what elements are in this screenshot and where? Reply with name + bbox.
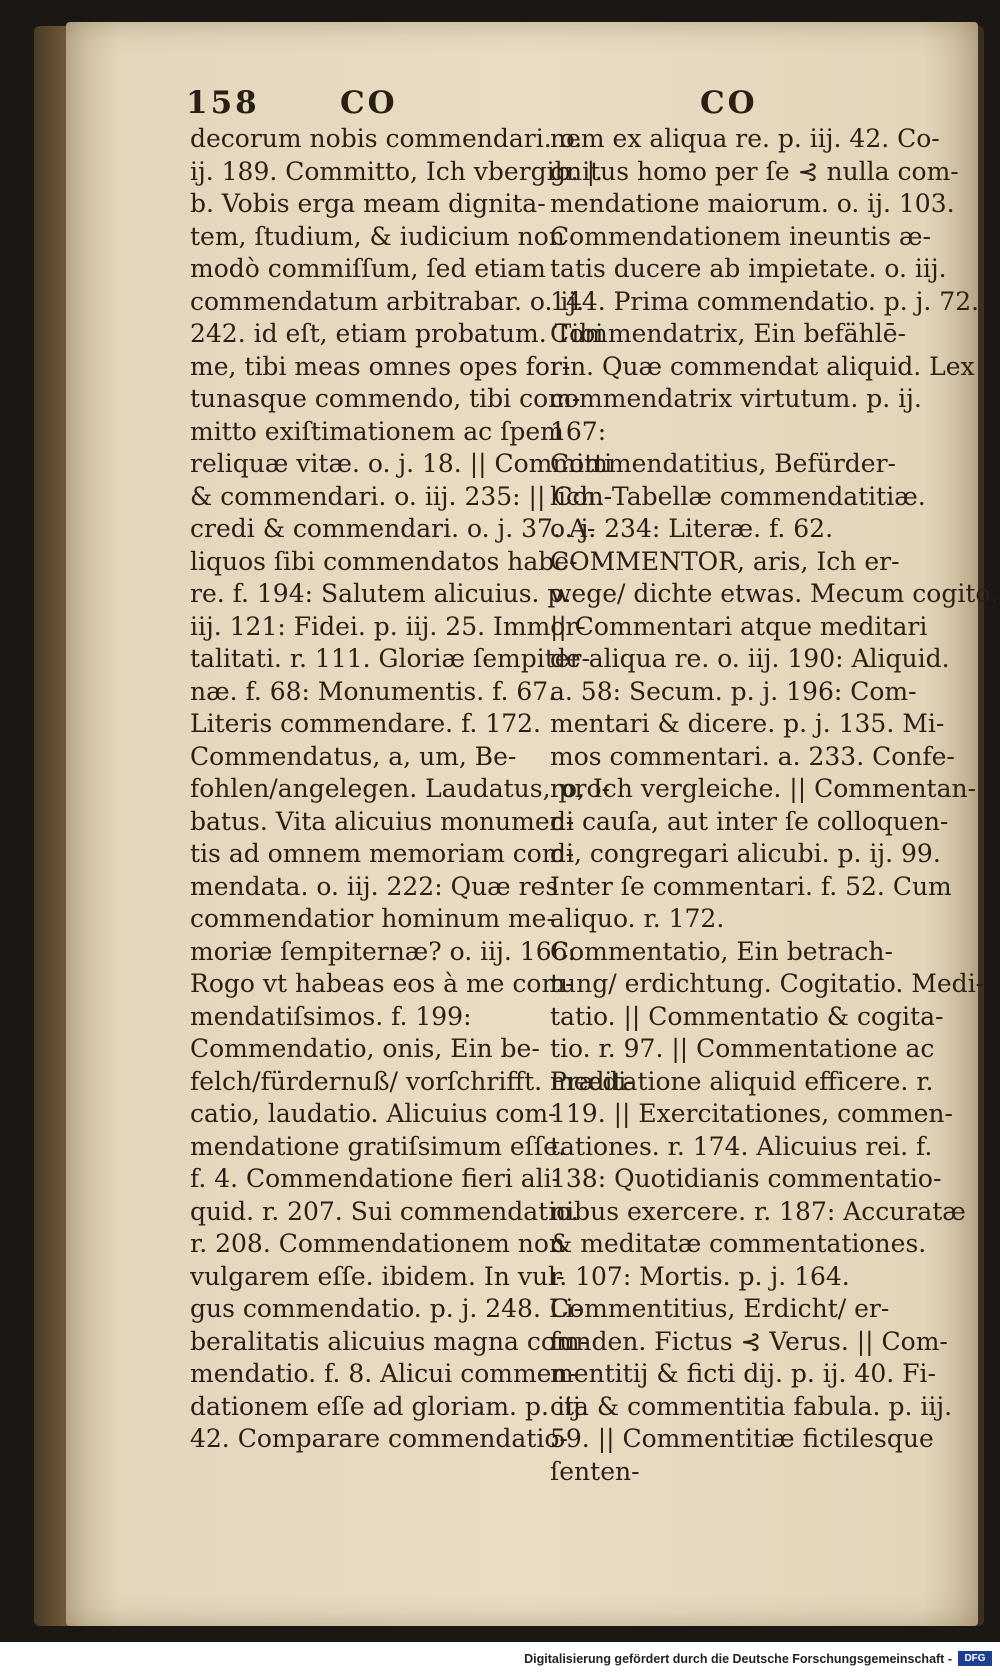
text-line: moriæ ſempiternæ? o. iij. 166: xyxy=(190,936,576,966)
text-line: Commendatrix, Ein befählē- xyxy=(550,319,906,348)
text-line: cta & commentitia fabula. p. iij. xyxy=(550,1391,953,1421)
page-number: 158 xyxy=(186,85,260,121)
text-line: liquos ſibi commendatos habe- xyxy=(190,546,578,576)
text-line: 119. || Exercitationes, commen- xyxy=(550,1099,953,1128)
text-line: mentari & dicere. p. j. 135. Mi- xyxy=(550,709,945,738)
text-line: Commendationem ineuntis æ- xyxy=(550,221,931,251)
text-line: mendatio. f. 8. Alicui commen- xyxy=(190,1359,577,1388)
text-line: 242. id eſt, etiam probatum. Tibi xyxy=(190,319,604,348)
text-line: quid. r. 207. Sui commendatio. xyxy=(190,1196,579,1226)
text-line: ro, Ich vergleiche. || Commentan- xyxy=(550,774,977,803)
text-line: vulgarem eſſe. ibidem. In vul- xyxy=(190,1261,565,1291)
text-line: nibus exercere. r. 187: Accuratæ xyxy=(550,1196,966,1226)
text-line: mendatione maiorum. o. ij. 103. xyxy=(550,189,955,218)
text-line: ſenten- xyxy=(550,1456,640,1486)
footer-bar xyxy=(0,1642,1000,1676)
text-line: mentitij & ficti dij. p. ij. 40. Fi- xyxy=(550,1359,936,1388)
text-line: tis ad omnem memoriam com- xyxy=(190,839,574,868)
text-line: tationes. r. 174. Alicuius rei. f. xyxy=(550,1131,933,1161)
text-line: commendatum arbitrabar. o. ij. xyxy=(190,286,585,316)
text-line: r. 208. Commendationem non xyxy=(190,1229,565,1258)
text-line: lich. Tabellæ commendatitiæ. xyxy=(550,481,926,511)
text-line: decorum nobis commendari. o. xyxy=(190,124,583,153)
text-line: & commendari. o. iij. 235: || Con- xyxy=(190,481,613,511)
dfg-logo: DFG xyxy=(958,1651,992,1666)
text-line: Commendatio, onis, Ein be- xyxy=(190,1034,540,1063)
text-line: modò commiſſum, ſed etiam xyxy=(190,254,546,283)
text-line: Commendatitius, Befürder- xyxy=(550,449,896,478)
text-line: dationem eſſe ad gloriam. p. iij. xyxy=(190,1391,589,1421)
text-line: rin. Quæ commendat aliquid. Lex xyxy=(550,351,975,381)
text-line: di cauſa, aut inter ſe colloquen- xyxy=(550,806,949,836)
text-line: r. 107: Mortis. p. j. 164. xyxy=(550,1261,850,1291)
text-line: fohlen/angelegen. Laudatus, pro- xyxy=(190,774,610,803)
text-line: Commentitius, Erdicht/ er- xyxy=(550,1294,890,1323)
text-line: & meditatæ commentationes. xyxy=(550,1229,927,1258)
text-line: mitto exiſtimationem ac ſpem xyxy=(190,416,564,446)
text-line: Literis commendare. f. 172. xyxy=(190,709,541,738)
text-line: felch/fürdernuß/ vorſchrifft. Prædi- xyxy=(190,1066,635,1096)
text-line: reliquæ vitæ. o. j. 18. || Committi xyxy=(190,449,613,478)
text-line: mendata. o. iij. 222: Quæ res xyxy=(190,871,559,901)
text-line: a. 58: Secum. p. j. 196: Com- xyxy=(550,676,917,706)
text-line: commendatrix virtutum. p. ij. xyxy=(550,384,922,413)
text-line: b. Vobis erga meam dignita- xyxy=(190,189,546,218)
text-line: funden. Fictus ⊰ Verus. || Com- xyxy=(550,1326,948,1356)
text-line: credi & commendari. o. j. 37. A- xyxy=(190,514,596,543)
text-line: iij. 121: Fidei. p. iij. 25. Immor- xyxy=(190,611,586,641)
text-line: gus commendatio. p. j. 248. Li- xyxy=(190,1294,582,1323)
text-line: ij. 189. Committo, Ich vbergib. |. xyxy=(190,156,603,186)
text-line: Commendatus, a, um, Be- xyxy=(190,741,517,771)
text-line: tem, ſtudium, & iudicium non xyxy=(190,221,565,251)
running-head-left: CO xyxy=(340,85,398,121)
running-head-right: CO xyxy=(700,85,758,121)
text-line: 138: Quotidianis commentatio- xyxy=(550,1164,942,1193)
text-line: me, tibi meas omnes opes for- xyxy=(190,351,571,381)
text-line: batus. Vita alicuius monumen- xyxy=(190,806,575,836)
text-line: 59. || Commentitiæ fictilesque xyxy=(550,1424,934,1453)
text-line: Rogo vt habeas eos à me com- xyxy=(190,969,574,998)
text-line: gnitus homo per ſe ⊰ nulla com- xyxy=(550,156,959,186)
right-text-column xyxy=(550,123,998,1488)
text-line: o. j. 234: Literæ. f. 62. xyxy=(550,514,834,543)
text-line: 167: xyxy=(550,416,607,446)
text-line: tunasque commendo, tibi com- xyxy=(190,384,581,413)
text-line: beralitatis alicuius magna com- xyxy=(190,1326,589,1356)
text-line: Inter ſe commentari. f. 52. Cum xyxy=(550,871,952,901)
text-line: nem ex aliqua re. p. iij. 42. Co- xyxy=(550,124,940,153)
text-line: talitati. r. 111. Gloriæ ſempiter- xyxy=(190,644,590,673)
text-line: catio, laudatio. Alicuius com- xyxy=(190,1099,557,1128)
text-line: mendatiſsimos. f. 199: xyxy=(190,1001,472,1031)
text-line: tatis ducere ab impietate. o. iij. xyxy=(550,254,947,283)
text-line: 42. Comparare commendatio- xyxy=(190,1424,568,1453)
text-line: 144. Prima commendatio. p. j. 72. xyxy=(550,286,980,316)
text-line: f. 4. Commendatione fieri ali- xyxy=(190,1164,561,1193)
text-line: wege/ dichte etwas. Mecum cogito. xyxy=(550,579,998,608)
text-line: mos commentari. a. 233. Confe- xyxy=(550,741,955,771)
text-line: commendatior hominum me- xyxy=(190,904,555,933)
text-line: di, congregari alicubi. p. ij. 99. xyxy=(550,839,941,868)
text-line: tio. r. 97. || Commentatione ac xyxy=(550,1034,935,1063)
text-line: meditatione aliquid efficere. r. xyxy=(550,1066,934,1096)
text-line: de aliqua re. o. iij. 190: Aliquid. xyxy=(550,644,950,673)
text-line: næ. f. 68: Monumentis. f. 67. xyxy=(190,676,557,706)
text-line: aliquo. r. 172. xyxy=(550,904,725,933)
text-line: tung/ erdichtung. Cogitatio. Medi- xyxy=(550,969,985,998)
text-line: Commentatio, Ein betrach- xyxy=(550,936,893,966)
text-line: re. f. 194: Salutem alicuius. p. xyxy=(190,579,572,608)
text-line: COMMENTOR, aris, Ich er- xyxy=(550,546,900,576)
text-line: tatio. || Commentatio & cogita- xyxy=(550,1001,944,1031)
text-line: || Commentari atque meditari xyxy=(550,611,928,641)
funding-notice: Digitalisierung gefördert durch die Deutsche Forschungsgemeinschaft - xyxy=(524,1652,952,1666)
text-line: mendatione gratiſsimum eſſe. xyxy=(190,1131,566,1161)
